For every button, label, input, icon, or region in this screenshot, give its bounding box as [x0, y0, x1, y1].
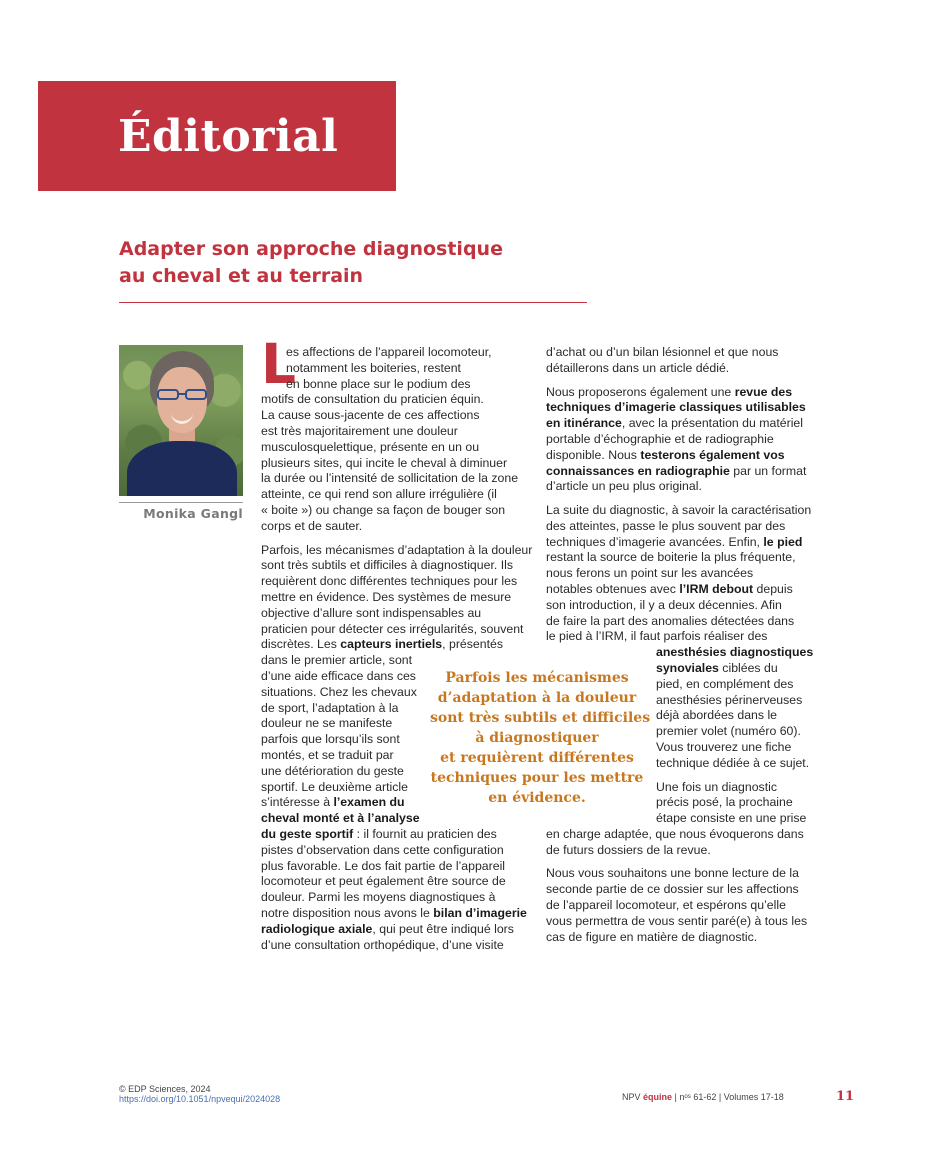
- body-line: [286, 377, 526, 391]
- body-line: [546, 582, 811, 596]
- text-run: notre disposition nous avons le: [261, 905, 434, 920]
- body-line: [656, 661, 778, 675]
- body-line: [261, 685, 417, 699]
- body-line: [261, 780, 417, 794]
- text-run: douleur ne se manifeste: [261, 716, 393, 731]
- subtitle-line: Adapter son approche diagnostique: [119, 238, 503, 260]
- page-number: 11: [836, 1089, 855, 1104]
- body-line: [546, 843, 811, 857]
- text-run: précis posé, la prochaine: [656, 795, 793, 810]
- text-run: premier volet (numéro 60).: [656, 724, 801, 739]
- body-line: [546, 566, 811, 580]
- subtitle-line: au cheval et au terrain: [119, 265, 364, 287]
- body-line: [261, 669, 417, 683]
- text-run: mettre en évidence. Des systèmes de mesure: [261, 589, 512, 604]
- body-line: [546, 519, 811, 533]
- text-run: Parfois, les mécanismes d’adaptation à la douleur: [261, 542, 533, 557]
- bold-phrase: bilan d’imagerie: [433, 905, 527, 920]
- text-run: objective d’allure sont indispensables au: [261, 605, 482, 620]
- body-line: [261, 424, 526, 438]
- body-line: [261, 519, 526, 533]
- text-run: d’une consultation orthopédique, d’une visite: [261, 937, 504, 952]
- body-line: [261, 811, 420, 826]
- text-run: plus favorable. Le dos fait partie de l’appareil: [261, 858, 506, 873]
- text-run: motifs de consultation du praticien équin.: [261, 392, 484, 407]
- caption-divider: [119, 502, 243, 503]
- text-run: notamment les boiteries, restent: [286, 360, 461, 375]
- body-line: [261, 748, 417, 762]
- article-subtitle: [119, 236, 589, 290]
- body-line: [286, 361, 526, 375]
- text-run: de faire la part des anomalies détectées dans: [546, 613, 795, 628]
- bold-phrase: l’examen du: [333, 795, 405, 810]
- body-line: [546, 345, 811, 359]
- text-run: son introduction, il y a deux décennies. Afin: [546, 597, 782, 612]
- body-line: [261, 590, 526, 604]
- body-line: [261, 392, 526, 406]
- journal-issue: | nᵒˢ 61-62 | Volumes 17-18: [672, 1092, 784, 1102]
- body-line: [546, 464, 811, 478]
- text-run: musculosquelettique, présente en un ou: [261, 439, 480, 454]
- body-line: [546, 930, 811, 944]
- text-run: : il fournit au praticien des: [353, 826, 497, 841]
- body-line: [261, 764, 417, 778]
- body-line: [261, 574, 526, 588]
- text-run: corps et de sauter.: [261, 518, 363, 533]
- text-run: , présentés: [442, 637, 503, 652]
- pull-quote-line: à diagnostiquer: [475, 730, 599, 746]
- body-line: [261, 701, 417, 715]
- body-line: [656, 779, 777, 794]
- text-run: le pied à l’IRM, il faut parfois réaliser des: [546, 629, 768, 644]
- bold-phrase: testerons également vos: [640, 447, 785, 462]
- text-run: techniques d’imagerie avancées. Enfin,: [546, 534, 764, 549]
- text-run: pistes d’observation dans cette configuration: [261, 842, 504, 857]
- bold-phrase: capteurs inertiels: [340, 637, 443, 652]
- bold-phrase: connaissances en radiographie: [546, 463, 730, 478]
- text-run: seconde partie de ce dossier sur les affections: [546, 882, 799, 897]
- body-line: [546, 614, 811, 628]
- text-run: Nous proposerons également une: [546, 384, 735, 399]
- body-line: [546, 598, 811, 612]
- body-line: [546, 432, 811, 446]
- body-line: [261, 716, 417, 730]
- body-line: [656, 724, 801, 739]
- bold-phrase: techniques d’imagerie classiques utilisables: [546, 400, 806, 415]
- text-run: discrètes. Les: [261, 637, 341, 652]
- bold-phrase: revue des: [734, 384, 793, 399]
- text-run: anesthésies périnerveuses: [656, 692, 803, 707]
- bold-phrase: anesthésies diagnostiques: [656, 645, 814, 660]
- body-line: [261, 843, 526, 857]
- body-line: [286, 345, 526, 359]
- body-line: [656, 645, 814, 660]
- bold-phrase: en itinérance: [546, 416, 622, 431]
- section-title: Éditorial: [118, 111, 339, 162]
- text-run: , qui peut être indiqué lors: [372, 921, 514, 936]
- text-run: locomoteur et peut également être source de: [261, 874, 506, 889]
- body-line: [546, 535, 811, 549]
- body-line: [546, 550, 811, 564]
- body-line: [546, 898, 811, 912]
- pull-quote-line: sont très subtils et difficiles: [430, 710, 651, 726]
- text-run: nous ferons un point sur les avancées: [546, 566, 754, 581]
- body-line: [261, 440, 526, 454]
- text-run: restant la source de boiterie la plus fréquente,: [546, 550, 796, 565]
- body-line: [261, 471, 526, 485]
- text-run: déjà abordées dans le: [656, 708, 778, 723]
- author-photo: [119, 345, 243, 496]
- text-run: sont très subtils et difficiles à diagnostiquer. Ils: [261, 558, 513, 573]
- section-banner: [38, 81, 396, 191]
- text-run: Nous vous souhaitons une bonne lecture de la: [546, 866, 799, 881]
- text-run: douleur. Parmi les moyens diagnostiques à: [261, 890, 496, 905]
- text-run: es affections de l’appareil locomoteur,: [286, 345, 492, 359]
- body-line: [261, 622, 526, 636]
- body-line: [546, 629, 811, 643]
- title-divider: [119, 302, 587, 303]
- text-run: est très majoritairement une douleur: [261, 424, 458, 438]
- text-run: Une fois un diagnostic: [656, 779, 777, 794]
- bold-phrase: cheval monté et à l’analyse: [261, 811, 420, 826]
- body-line: [261, 859, 526, 873]
- text-run: vous permettra de vous sentir paré(e) à tous les: [546, 913, 808, 928]
- pull-quote-line: Parfois les mécanismes: [445, 670, 629, 686]
- text-run: d’une aide efficace dans ces: [261, 668, 416, 683]
- pull-quote-line: techniques pour les mettre: [430, 770, 644, 786]
- body-line: [656, 740, 792, 754]
- body-line: [261, 906, 526, 920]
- body-line: [261, 795, 417, 809]
- text-run: requièrent donc différentes techniques pour les: [261, 574, 518, 589]
- text-run: en bonne place sur le podium des: [286, 376, 471, 391]
- text-run: notables obtenues avec: [546, 582, 680, 596]
- text-run: ciblées du: [718, 661, 778, 675]
- body-line: [546, 882, 811, 896]
- journal-prefix: NPV: [622, 1092, 644, 1102]
- text-run: s’intéresse à: [261, 795, 334, 810]
- text-run: d’achat ou d’un bilan lésionnel et que nous: [546, 345, 779, 359]
- body-line: [261, 637, 526, 651]
- text-run: atteinte, ce qui rend son allure irrégulière (il: [261, 487, 497, 502]
- bold-phrase: l’IRM debout: [679, 582, 754, 596]
- body-line: [546, 866, 811, 880]
- text-run: La cause sous-jacente de ces affections: [261, 408, 480, 423]
- body-line: [546, 914, 811, 928]
- bold-phrase: du geste sportif: [261, 826, 354, 841]
- text-run: plusieurs sites, qui incite le cheval à diminuer: [261, 455, 508, 470]
- text-run: cas de figure en matière de diagnostic.: [546, 929, 758, 944]
- text-run: « boite ») ou change sa façon de bouger son: [261, 503, 506, 517]
- body-line: [656, 676, 794, 691]
- text-run: disponible. Nous: [546, 447, 641, 462]
- body-line: [656, 692, 803, 707]
- text-run: une détérioration du geste: [261, 763, 404, 778]
- body-line: [261, 922, 526, 936]
- text-run: étape consiste en une prise: [656, 811, 807, 826]
- pull-quote-line: d’adaptation à la douleur: [437, 690, 637, 706]
- body-line: [261, 890, 526, 904]
- text-run: Vous trouverez une fiche: [656, 740, 792, 754]
- text-run: parfois que lorsqu’ils sont: [261, 732, 400, 747]
- text-run: technique dédiée à ce sujet.: [656, 755, 810, 770]
- text-run: pied, en complément des: [656, 676, 794, 691]
- text-run: La suite du diagnostic, à savoir la caractérisation: [546, 503, 812, 517]
- text-run: d’article un peu plus original.: [546, 479, 702, 494]
- body-line: [261, 456, 526, 470]
- text-run: des atteintes, passe le plus souvent par des: [546, 518, 786, 533]
- text-run: montés, et se traduit par: [261, 747, 394, 762]
- text-run: de l’appareil locomoteur, et espérons qu’elle: [546, 898, 786, 912]
- body-line: [546, 827, 811, 841]
- pull-quote: [430, 668, 651, 808]
- body-line: [546, 448, 811, 462]
- text-run: , avec la présentation du matériel: [621, 416, 803, 431]
- text-run: détaillerons dans un article dédié.: [546, 360, 730, 375]
- text-run: de sport, l’adaptation à la: [261, 700, 399, 715]
- text-run: sportif. Le deuxième article: [261, 779, 408, 794]
- text-run: portable d’échographie et de radiographie: [546, 431, 774, 446]
- journal-reference: [622, 1092, 784, 1102]
- text-run: praticien pour détecter ces irrégularités, souvent: [261, 621, 524, 636]
- body-line: [546, 479, 811, 493]
- body-line: [656, 755, 810, 770]
- body-line: [546, 361, 811, 375]
- bold-phrase: synoviales: [656, 661, 719, 675]
- body-line: [546, 385, 811, 399]
- body-line: [261, 487, 526, 501]
- body-line: [261, 606, 526, 620]
- bold-phrase: le pied: [763, 534, 803, 549]
- body-line: [261, 827, 526, 841]
- text-run: en charge adaptée, que nous évoquerons dans: [546, 826, 804, 841]
- pull-quote-line: et requièrent différentes: [440, 750, 634, 766]
- doi-link[interactable]: https://doi.org/10.1051/npvequi/2024028: [119, 1094, 281, 1104]
- body-line: [546, 416, 811, 430]
- body-line: [261, 653, 417, 667]
- body-line: [546, 503, 811, 517]
- body-line: [261, 503, 526, 517]
- body-line: [656, 708, 778, 723]
- text-run: de futurs dossiers de la revue.: [546, 842, 711, 857]
- body-line: [546, 400, 811, 414]
- body-line: [261, 938, 526, 952]
- text-run: dans le premier article, sont: [261, 653, 413, 668]
- copyright: © EDP Sciences, 2024: [119, 1084, 211, 1094]
- body-line: [656, 811, 807, 826]
- journal-name: équine: [643, 1092, 673, 1102]
- pull-quote-line: en évidence.: [488, 790, 586, 806]
- drop-cap: L: [261, 332, 297, 396]
- body-line: [656, 795, 793, 810]
- text-run: depuis: [753, 582, 793, 596]
- text-run: la durée ou l’intensité de sollicitation de la zone: [261, 471, 519, 486]
- text-run: situations. Chez les chevaux: [261, 684, 417, 699]
- bold-phrase: radiologique axiale: [261, 921, 373, 936]
- text-run: par un format: [729, 463, 807, 478]
- body-line: [261, 408, 526, 422]
- body-line: [261, 558, 526, 572]
- author-name: Monika Gangl: [143, 506, 243, 521]
- body-line: [261, 732, 417, 746]
- body-line: [261, 874, 526, 888]
- body-line: [261, 542, 533, 557]
